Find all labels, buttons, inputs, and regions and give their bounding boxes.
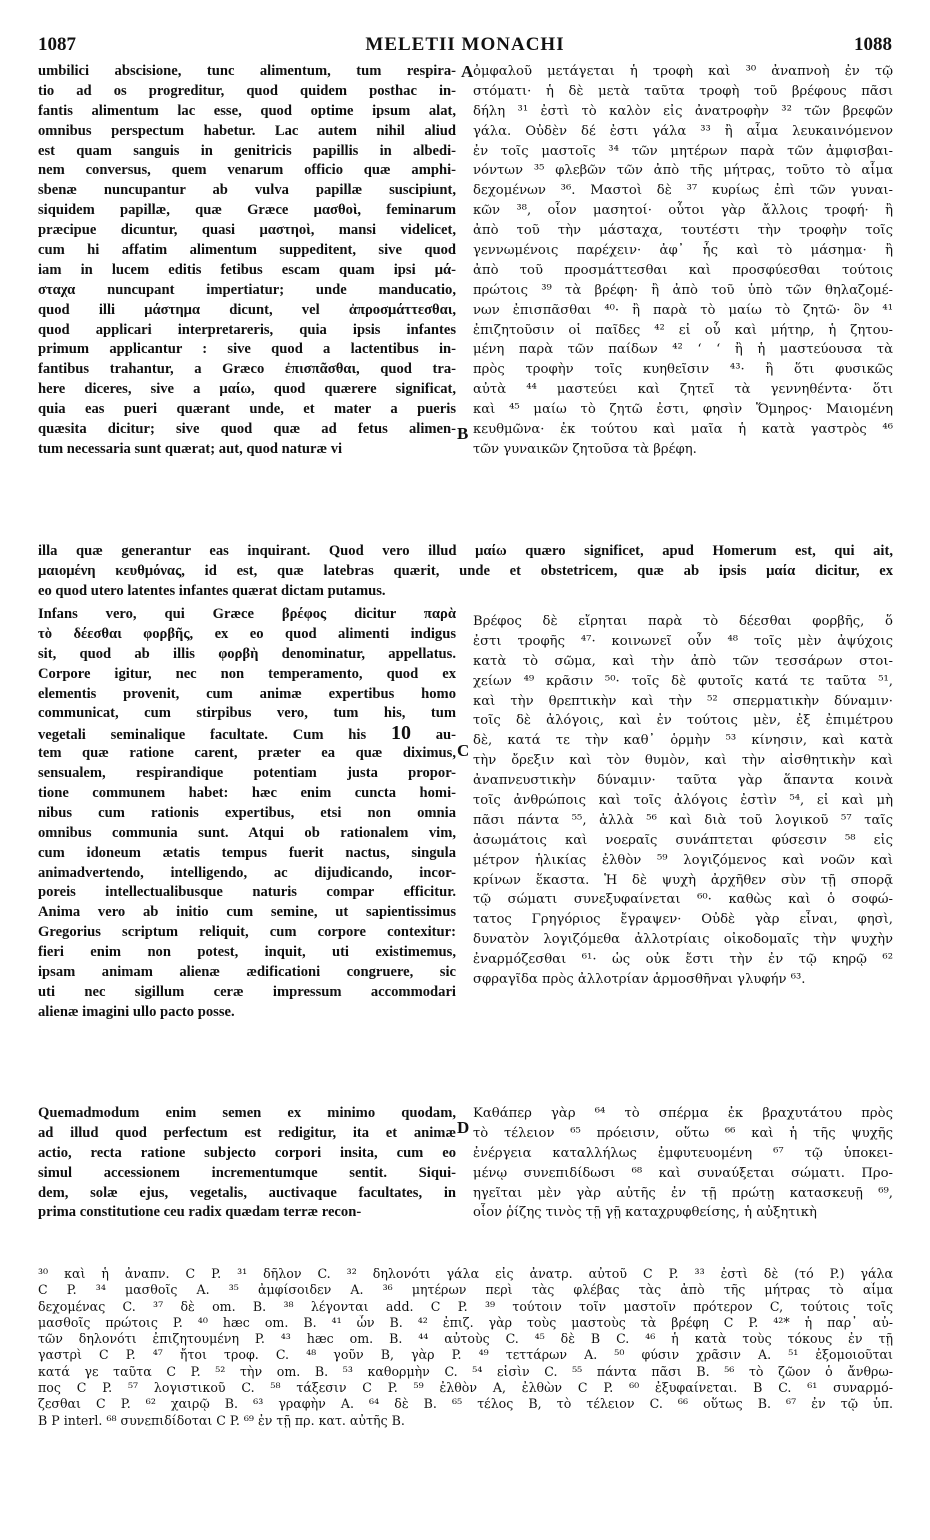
greek-line: τὸ τέλειον ⁶⁵ πρόεισιν, οὕτω ⁶⁶ καὶ ἡ τῆς ψυχῆς	[473, 1125, 893, 1141]
latin-line: elementis provenit, cum animæ expertibus homo	[38, 685, 456, 702]
latin-line: τὸ δέεσθαι φορβῆς, ex eo quod alimenti indigus	[38, 625, 456, 642]
margin-marker-c: C	[457, 741, 470, 760]
footnote-line: ³⁰ καὶ ἡ ἀναπν. C P. ³¹ δῆλον C. ³² δηλονότι γάλα εἰς ἀνατρ. αὐτοῦ C P. ³³ ἐστὶ δὲ (τό P.) γάλα	[38, 1266, 893, 1281]
greek-line: ἀσωμάτοις καὶ νοεραῖς συνάπτεται φύσεσιν ⁵⁸ εἰς	[473, 832, 893, 848]
greek-line: δεχομένων ³⁶. Μαστοὶ δὲ ³⁷ κυρίως ἐπὶ τῶν γυναι-	[473, 183, 893, 199]
latin-line: σταχα nuncupant impertiatur; unde manducatio,	[38, 281, 456, 298]
latin-line: dem, solæ ejus, vegetalis, auctivaque facultates, in	[38, 1184, 456, 1201]
greek-line: τῷ σώματι συνεξυφαίνεται ⁶⁰· καθὼς καὶ ὁ σοφώ-	[473, 892, 893, 908]
greek-line: καὶ ⁴⁵ μαίω τὸ ζητῶ ἐστι, φησὶν Ὅμηρος· Μαιομένη	[473, 402, 893, 418]
latin-line: fieri enim non potest, inquit, uti existimemus,	[38, 944, 456, 961]
footnote-line: δεχομένας C. ³⁷ δὲ om. B. ³⁸ λέγονται add. C P. ³⁹ τούτοιν τοῖν μαστοῖν πρότερον C, τούτοις τοῖς	[38, 1298, 893, 1314]
latin-line: tum necessaria sunt quærat; aut, quod naturæ vi	[38, 440, 343, 457]
greek-line: τῶν γυναικῶν ζητοῦσα τὰ βρέφη.	[473, 441, 697, 457]
latin-line: cum idoneum ætatis tempus fuerit nactus, singula	[38, 844, 456, 861]
greek-line: ἐν τοῖς μαστοῖς ³⁴ τῶν μητέρων παρὰ τῶν ἀμφισβαι-	[473, 143, 893, 159]
footnote-line: κατά γε ταῦτα C P. ⁵² τὴν om. B. ⁵³ καθορμὴν C. ⁵⁴ εἰσὶν C. ⁵⁵ πάντα πᾶσι B. ⁵⁶ τὸ ζῶον ὁ ἄνθρω-	[38, 1363, 893, 1379]
latin-line: cum hi affatim alimentum suppeditent, sive quod	[38, 242, 456, 259]
latin-line: alienæ imagini ullo pacto posse.	[38, 1003, 235, 1020]
latin-line: ad illud quod perfectum est redigitur, ita et animæ	[38, 1124, 456, 1141]
latin-line: fantibus trahantur, a Græco ἐπισπᾶσθαι, quod tra-	[38, 361, 456, 378]
greek-line: γάλα. Οὐδὲν δέ ἐστι γάλα ³³ ἢ αἷμα λευκαινόμενον	[473, 123, 893, 139]
latin-line: tio ad os progreditur, quod quidem posthac in-	[38, 82, 456, 99]
footnote-line: B P interl. ⁶⁸ συνεπιδίδοται C P. ⁶⁹ ἐν τῇ πρ. κατ. αὐτῆς B.	[38, 1412, 405, 1428]
running-title: MELETII MONACHI	[365, 34, 565, 55]
footnote-line: τῶν δηλονότι ἐπιζητουμένη P. ⁴³ hæc om. B. ⁴⁴ αὐτοὺς C. ⁴⁵ δὲ B C. ⁴⁶ ἡ κατὰ τοὺς τόκους ἐν τῇ	[38, 1331, 893, 1347]
greek-line: τατος Γρηγόριος ἔγραψεν· Οὐδὲ γὰρ εἶναι, φησὶ,	[473, 912, 893, 928]
greek-line: ἐνέργεια καταλλήλως ἐμφυτευομένη ⁶⁷ τῷ ὑποκει-	[473, 1145, 893, 1161]
latin-line: ipsam animam alienæ ædificationi congruere, sic	[38, 964, 456, 981]
latin-line: vegetali seminalique facultate. Cum his 10 au-	[38, 724, 456, 745]
greek-line: τὴν ὄρεξιν καὶ τὸν θυμὸν, καὶ τὴν αἰσθητικὴν καὶ	[473, 753, 893, 769]
latin-line: Quemadmodum enim semen ex minimo quodam,	[38, 1105, 456, 1121]
greek-line: κρίνων ἕκαστα. Ἡ δὲ ψυχὴ ἀρχῆθεν σὺν τῇ σπορᾷ	[473, 872, 893, 888]
latin-line: tem quæ ratione carent, præter ea quæ diximus,	[38, 745, 456, 762]
greek-column-middle	[473, 612, 893, 990]
latin-column-middle	[38, 605, 456, 1023]
latin-line: nem conversus, quem venarum officio quæ amphi-	[38, 162, 456, 179]
greek-line: κῶν ³⁸, οἷον μασητοί· οὗτοι γὰρ ἄλλοις τροφή· ἢ	[473, 203, 893, 219]
greek-line: πᾶσι πάντα ⁵⁵, ἀλλὰ ⁵⁶ καὶ διὰ τοῦ λογικοῦ ⁵⁷ ταῖς	[473, 812, 893, 828]
greek-line: αὐτὰ ⁴⁴ μαστεύει καὶ ζητεῖ τὰ γεννηθέντα· ὅτι	[473, 382, 893, 398]
latin-line: præcipue dicuntur, quasi μαστηοὶ, mansi videlicet,	[38, 222, 456, 239]
greek-line: μένῳ συνεπιδίδωσι ⁶⁸ καὶ συναύξεται σώματι. Προ-	[473, 1165, 893, 1181]
latin-line: simul accessionem incrementumque sentit. Siqui-	[38, 1164, 456, 1181]
latin-line: quæsita dicitur; sive quod quæ ad fetus alimen-	[38, 421, 456, 438]
page-number-left: 1087	[38, 34, 76, 55]
greek-line: κατὰ τὸ σῶμα, καὶ τὴν ἀπὸ τῶν τεσσάρων στοι-	[473, 653, 893, 669]
latin-line: nibus cum rationis expertibus, etsi non omnia	[38, 804, 456, 821]
greek-line: οἷον ῥίζης τινὸς τῇ γῇ καταχρυφθείσης, ἡ αὐξητικὴ	[473, 1205, 817, 1221]
greek-column-top	[473, 62, 893, 460]
latin-line: Anima vero ab initio cum semine, ut sapientissimus	[38, 904, 456, 921]
latin-line: poreis intellectualibusque naturis compar efficitur.	[38, 884, 456, 901]
latin-line: quod applicari interpretareris, quia ipsis infantes	[38, 321, 456, 338]
latin-line: omnibus perspectum habetur. Lac autem nihil aliud	[38, 122, 456, 139]
greek-line: ἀπὸ τοῦ προσμάττεσθαι καὶ προσφύεσθαι τούτοις	[473, 262, 893, 278]
greek-line: ἐστι τροφῆς ⁴⁷· κοινωνεῖ οὖν ⁴⁸ τοῖς μὲν ἀψύχοις	[473, 633, 893, 649]
greek-line: δὲ, κατά τε τὴν καθ᾽ ὁρμὴν ⁵³ κίνησιν, καὶ κατὰ	[473, 733, 893, 749]
chapter-number: 10	[390, 724, 411, 745]
greek-line: τοῖς ἀνθρώποις καὶ τοῖς ἀλόγοις ἐστὶν ⁵⁴, εἰ καὶ μὴ	[473, 793, 893, 809]
latin-line: quod illi μάστημα dicunt, vel ἀπροσμάττεσθαι,	[38, 301, 456, 318]
latin-column-bottom	[38, 1104, 456, 1223]
margin-marker-a: A	[461, 62, 474, 81]
greek-line: μέτρον ἡλικίας ἐλθὸν ⁵⁹ λογιζόμενος καὶ νοῶν καὶ	[473, 852, 893, 868]
latin-line: uti nec sigillum ceræ impressum accommodari	[38, 983, 456, 1000]
footnote-line: ζεσθαι C P. ⁶² χαιρῷ B. ⁶³ γραφὴν A. ⁶⁴ δὲ B. ⁶⁵ τέλος B, τὸ τέλειον C. ⁶⁶ οὕτως B. ⁶⁷ ἐν τῷ ὑπ.	[38, 1396, 893, 1412]
greek-line: κευθμῶνα· ἐκ τούτου καὶ μαῖα ἡ κατὰ γαστρὸς ⁴⁶	[473, 422, 893, 438]
full-width-line: eo quod utero latentes infantes quærat dictam putamus.	[38, 582, 386, 599]
greek-line: ὀμφαλοῦ μετάγεται ἡ τροφὴ καὶ ³⁰ ἀναπνοὴ ἐν τῷ	[473, 64, 893, 79]
footnote-line: πος C P. ⁵⁷ λογιστικοῦ C. ⁵⁸ τάξεσιν C P. ⁵⁹ ἐλθὸν A, ἐλθὼν C P. ⁶⁰ ἐξυφαίνεται. B C. ⁶¹ συναρμό-	[38, 1380, 893, 1396]
latin-line: sensualem, respirandique potentiam justa propor-	[38, 765, 456, 782]
latin-line: animadvertendo, intelligendo, ac dijudicando, incor-	[38, 864, 456, 881]
greek-line: ἐπιζητοῦσιν οἱ παῖδες ⁴² εἰ οὗ καὶ μήτηρ, ἡ ζητου-	[473, 322, 893, 338]
greek-line: Καθάπερ γὰρ ⁶⁴ τὸ σπέρμα ἐκ βραχυτάτου πρὸς	[473, 1106, 893, 1121]
greek-line: στόματι· ἡ δὲ μετὰ ταῦτα τροφὴ τοῦ βρέφους πᾶσι	[473, 83, 893, 99]
latin-line: primum applicantur : sive quod a lactentibus in-	[38, 341, 456, 358]
margin-marker-d: D	[457, 1118, 470, 1137]
latin-line: Infans vero, qui Græce βρέφος dicitur παρὰ	[38, 606, 456, 622]
running-header	[38, 34, 892, 58]
page-number-right: 1088	[854, 34, 892, 55]
latin-line: siquidem papillæ, quæ Græce μασθοὶ, feminarum	[38, 202, 456, 219]
latin-column-top	[38, 62, 456, 460]
greek-line: ἀπὸ τοῦ τὴν μάσταχα, τουτέστι τὴν τροφὴν τοῖς	[473, 223, 893, 239]
greek-line: δυνατὸν λογιζόμεθα ἀλλοτρίαις οἰκοδομαῖς τὴν ψυχὴν	[473, 932, 893, 948]
latin-line: sbenæ nuncupantur ab vulva papillæ suscipiunt,	[38, 182, 456, 199]
full-width-line: illa quæ generantur eas inquirant. Quod vero illud μαίω quæro significet, apud Homerum est, qui ait,	[38, 543, 893, 559]
latin-line: est quam sanguis in genitricis papillis in albedi-	[38, 142, 456, 159]
greek-line: καὶ τὴν θρεπτικὴν καὶ τὴν ⁵² σπερματικὴν δύναμιν·	[473, 693, 893, 709]
latin-line: quia eas pueri quærant unde, et mater a pueris	[38, 401, 456, 418]
margin-marker-b: B	[457, 424, 469, 443]
latin-line: tione communem habet: hæc enim cuncta homi-	[38, 785, 456, 802]
latin-line: here diceres, sive a μαίω, quod quærere significat,	[38, 381, 456, 398]
greek-line: μένη παρὰ τῶν παίδων ⁴² ‘ ‘ ἢ ἡ μαστεύουσα τὰ	[473, 342, 893, 358]
latin-line: iam in lucem editis fetibus escam quam ipsi μά-	[38, 261, 456, 278]
footnote-line: C P. ³⁴ μασθοῖς A. ³⁵ ἀμφίσοιδεν A. ³⁶ μητέρων περὶ τὰς φλέβας τὰς ἀπὸ τῆς μήτρας τὸ αἷμα	[38, 1282, 893, 1298]
full-width-latin	[38, 542, 893, 602]
greek-line: γεννωμένοις παρέχειν· ἀφ᾽ ἧς καὶ τὸ μάσημα· ἢ	[473, 243, 893, 259]
latin-line: Gregorius scriptum reliquit, cum corpore contexitur:	[38, 924, 456, 941]
full-width-line: μαιομένη κευθμόνας, id est, quæ latebras quærit, unde et obstetricem, quæ ab ipsis μαία dicitur, ex	[38, 562, 893, 579]
greek-line: νόντων ³⁵ φλεβῶν τῶν ἀπὸ τῆς μήτρας, τοῦτο τὸ αἷμα	[473, 163, 893, 179]
latin-line: umbilici abscisione, tunc alimentum, tum respira-	[38, 63, 456, 79]
footnote-line: γαστρὶ C P. ⁴⁷ ἤτοι τροφ. C. ⁴⁸ γοῦν B, γὰρ P. ⁴⁹ τεττάρων A. ⁵⁰ φύσιν χρᾶσιν A. ⁵¹ ἐξομοιοῦται	[38, 1347, 893, 1363]
greek-line: νων ἐπισπᾶσθαι ⁴⁰· ἢ παρὰ τὸ μαίω τὸ ζητῶ· ὃν ⁴¹	[473, 302, 893, 318]
latin-line: fantis alimentum lac esse, quod optime ipsum alat,	[38, 102, 456, 119]
latin-line: prima constitutione ceu radix quædam terræ recon-	[38, 1204, 362, 1221]
greek-line: τοῖς δὲ ἀλόγοις, καὶ ἐν τούτοις μὲν, ἐξ ἐπιμέτρου	[473, 713, 893, 729]
greek-line: δήλη ³¹ ἐστὶ τὸ καλὸν εἰς ἀνατροφὴν ³² τῶν βρεφῶν	[473, 103, 893, 119]
latin-line: omnibus communia sunt. Atqui ob rationalem vim,	[38, 824, 456, 841]
greek-line: ηγεῖται μὲν γὰρ αὐτῆς ἐν τῇ πρώτῃ κατασκευῇ ⁶⁹,	[473, 1185, 893, 1201]
greek-line: πρώτοις ³⁹ τὰ βρέφη· ἢ ἀπὸ τοῦ ὑπὸ τῶν θηλαζομέ-	[473, 282, 893, 298]
latin-line: sit, quod ab illis φορβὴ denominatur, appellatus.	[38, 645, 456, 662]
footnote-line: μασθοῖς πρώτοις P. ⁴⁰ hæc om. B. ⁴¹ ὧν B. ⁴² ἐπιζ. γὰρ τοὺς μαστοὺς τὰ βρέφη C P. ⁴²* ἡ παρ᾽ αὐ-	[38, 1314, 893, 1330]
greek-line: Βρέφος δὲ εἴρηται παρὰ τὸ δέεσθαι φορβῆς, ὅ	[473, 614, 893, 629]
greek-column-bottom	[473, 1104, 893, 1223]
greek-line: ἀναπνευστικὴν δύναμιν· ταῦτα γὰρ ἅπαντα κοινὰ	[473, 773, 893, 789]
greek-line: χείων ⁴⁹ κρᾶσιν ⁵⁰· τοῖς δὲ φυτοῖς κατά τε ταῦτα ⁵¹,	[473, 673, 893, 689]
greek-line: ἐναρμόζεσθαι ⁶¹· ὡς οὐκ ἔστι τὴν ἐν τῷ κηρῷ ⁶²	[473, 952, 893, 968]
greek-line: σφραγῖδα πρὸς ἀλλοτρίαν ἁρμοσθῆναι γλυφήν ⁶³.	[473, 972, 806, 988]
latin-line: actio, recta ratione subjecto corpori insita, cum eo	[38, 1144, 456, 1161]
greek-line: πρὸς τροφὴν τοῖς κυηθεῖσιν ⁴³· ἢ ὅτι φυσικῶς	[473, 362, 893, 378]
latin-line: Corpore igitur, nec non temperamento, quod ex	[38, 665, 456, 682]
footnotes	[38, 1266, 893, 1429]
latin-line: communicat, cum stirpibus vero, tum his, tum	[38, 705, 456, 722]
